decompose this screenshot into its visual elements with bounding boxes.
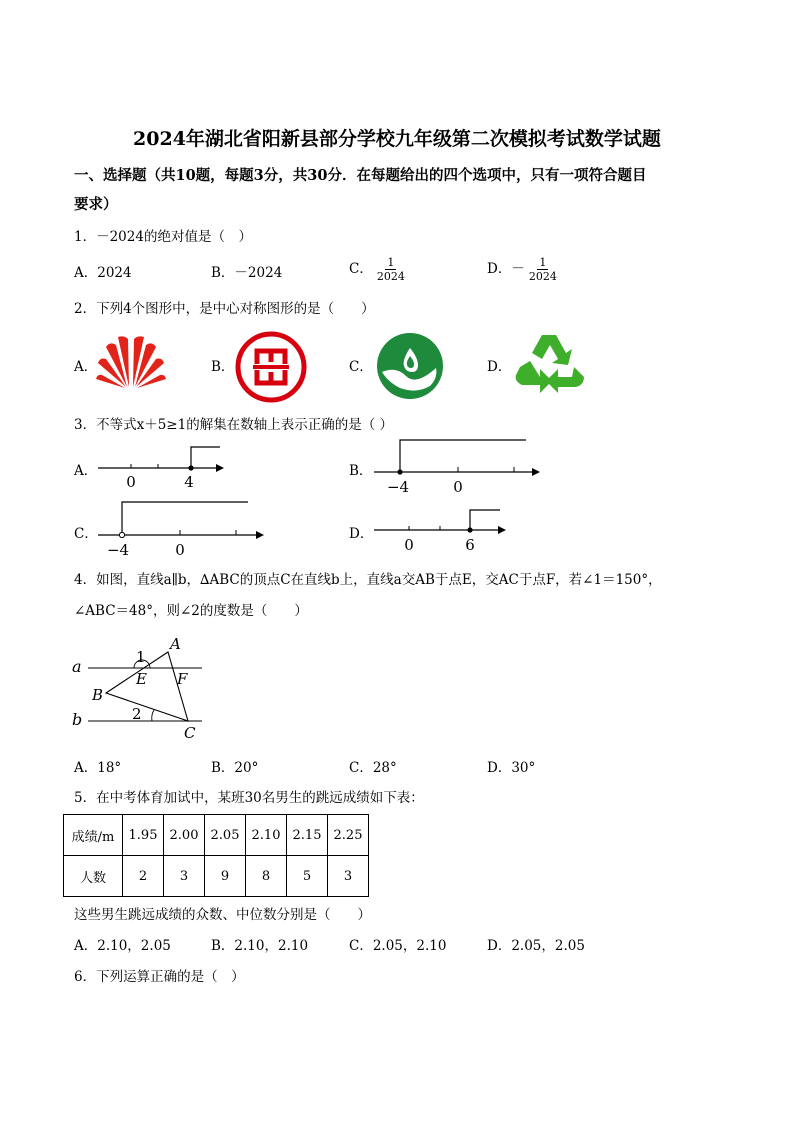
table-cell: 2: [123, 856, 164, 897]
q3-option-c-label: C．: [74, 526, 98, 542]
solution-bracket: [470, 510, 500, 530]
table-cell: 2.00: [164, 815, 205, 856]
table-cell: 成绩/m: [64, 815, 123, 856]
question-3-stem: 3．不等式x＋5≥1的解集在数轴上表示正确的是（ ）: [74, 417, 393, 433]
question-5-prompt: 这些男生跳远成绩的众数、中位数分别是（ ）: [74, 907, 371, 923]
q5-option-a: A．2.10，2.05: [74, 938, 171, 954]
label-E: E: [136, 670, 147, 688]
q5-option-b: B．2.10，2.10: [211, 938, 309, 954]
angle-2-arc: [152, 710, 154, 721]
q2-option-a: A．: [74, 359, 98, 375]
q1-c-numerator: 1: [387, 256, 395, 269]
solution-bracket: [191, 447, 220, 468]
tick-label-0: 0: [404, 536, 414, 554]
q5-score-table: [63, 814, 369, 897]
q4-geometry-figure: [70, 632, 210, 744]
q3-option-a-label: A．: [74, 463, 98, 479]
table-cell: 2.25: [328, 815, 369, 856]
q3-option-b-label: B．: [349, 463, 373, 479]
axis-arrow: [498, 526, 506, 534]
q3-option-d-label: D．: [349, 526, 374, 542]
tick-label-neg4: −4: [106, 541, 130, 557]
q1-option-c-fraction: [375, 256, 407, 283]
table-cell: 2.10: [246, 815, 287, 856]
q3-number-line-d: [372, 506, 512, 556]
recycle-logo-icon: [512, 331, 586, 401]
label-B: B: [92, 686, 104, 704]
axis-arrow: [532, 468, 540, 476]
table-cell: 8: [246, 856, 287, 897]
q2-option-d: D．: [487, 359, 512, 375]
label-F: F: [177, 670, 188, 688]
recycle-arrows: [516, 335, 584, 393]
triangle-abc: [106, 652, 188, 721]
q3-number-line-b: [372, 436, 544, 494]
solid-point: [467, 527, 472, 532]
solution-bracket: [122, 502, 248, 535]
table-cell: 9: [205, 856, 246, 897]
solid-point: [188, 465, 193, 470]
table-cell: 2.05: [205, 815, 246, 856]
q4-option-d: D．30°: [487, 760, 536, 776]
label-angle-1: 1: [136, 648, 146, 666]
table-cell: 2.15: [287, 815, 328, 856]
question-6-stem: 6．下列运算正确的是（ ）: [74, 969, 245, 985]
q4-option-c: C．28°: [349, 760, 397, 776]
q1-option-b: B．－2024: [211, 265, 283, 281]
q2-option-c: C．: [349, 359, 373, 375]
label-C: C: [184, 724, 196, 742]
q1-option-d: [487, 256, 559, 283]
tick-label-0: 0: [175, 541, 185, 557]
q1-option-c: [349, 256, 407, 283]
table-cell: 5: [287, 856, 328, 897]
table-cell: 1.95: [123, 815, 164, 856]
section-header-line2: 要求）: [74, 196, 118, 213]
open-point: [119, 532, 124, 537]
section-header-line1: 一、选择题（共10题，每题3分，共30分．在每题给出的四个选项中，只有一项符合题目: [74, 167, 647, 184]
table-header-row: [64, 815, 369, 856]
question-1-stem: 1．－2024的绝对值是（ ）: [74, 229, 252, 245]
tick-label-neg4: −4: [386, 478, 410, 494]
table-cell: 3: [164, 856, 205, 897]
label-A: A: [170, 635, 181, 653]
q1-d-numerator: 1: [539, 256, 547, 269]
q5-option-c: C．2.05，2.10: [349, 938, 447, 954]
huawei-logo-icon: [96, 333, 166, 389]
label-angle-2: 2: [132, 705, 142, 723]
green-water-logo-icon: [376, 332, 444, 400]
question-5-stem: 5．在中考体育加试中，某班30名男生的跳远成绩如下表：: [74, 790, 424, 806]
page-title: 2024年湖北省阳新县部分学校九年级第二次模拟考试数学试题: [133, 128, 661, 150]
question-4-stem-line1: 4．如图，直线a∥b，∆ABC的顶点C在直线b上，直线a交AB于点E，交AC于点F，若∠1＝150°，: [74, 572, 662, 588]
label-b: b: [72, 710, 83, 729]
q2-option-b: B．: [211, 359, 235, 375]
table-row: [64, 856, 369, 897]
solution-bracket: [400, 440, 526, 472]
table-cell: 人数: [64, 856, 123, 897]
q1-c-denominator: 2024: [376, 270, 405, 283]
table-cell: 3: [328, 856, 369, 897]
q4-option-a: A．18°: [74, 760, 122, 776]
q3-number-line-c: [96, 499, 268, 557]
q1-option-c-prefix: C．: [349, 261, 373, 277]
q5-option-d: D．2.05，2.05: [487, 938, 585, 954]
question-2-stem: 2．下列4个图形中，是中心对称图形的是（ ）: [74, 301, 375, 317]
huawei-petals: [96, 336, 166, 388]
question-4-stem-line2: ∠ABC＝48°，则∠2的度数是（ ）: [74, 603, 308, 619]
tick-label-0: 0: [126, 473, 136, 490]
q1-option-d-fraction: [527, 256, 559, 283]
q4-option-b: B．20°: [211, 760, 259, 776]
tick-label-4: 4: [184, 473, 194, 490]
q1-d-denominator: 2024: [528, 270, 557, 283]
q1-option-d-prefix: D．－: [487, 261, 525, 277]
axis-arrow: [256, 531, 264, 539]
icbc-logo-icon: [235, 331, 307, 403]
tick-label-6: 6: [465, 536, 475, 554]
label-a: a: [72, 657, 82, 676]
solid-point: [397, 469, 402, 474]
q1-option-a: A．2024: [74, 265, 132, 281]
q3-number-line-a: [96, 444, 226, 490]
axis-arrow: [216, 464, 224, 472]
tick-label-0: 0: [453, 478, 463, 494]
